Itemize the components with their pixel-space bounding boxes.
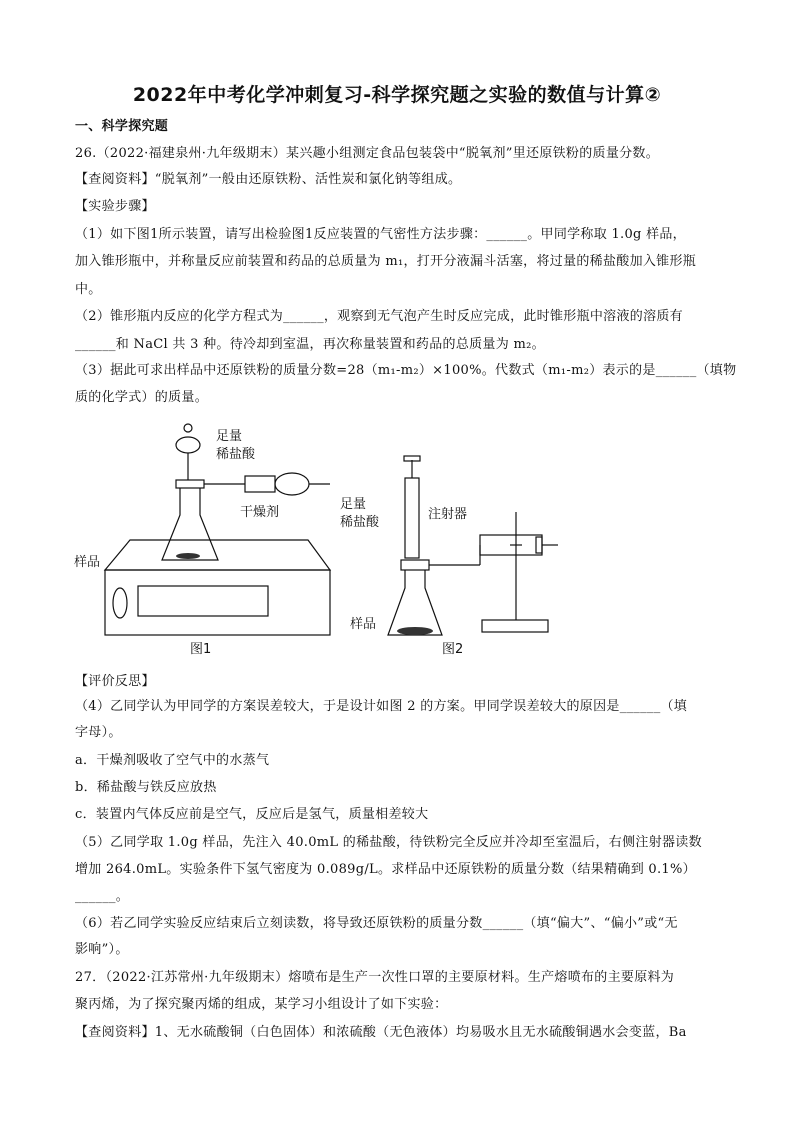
text-line: 【查阅资料】1、无水硫酸铜（白色固体）和浓硫酸（无色液体）均易吸水且无水硫酸铜遇水会变蓝，Ba bbox=[75, 1025, 687, 1040]
text-line: （2）锥形瓶内反应的化学方程式为______，观察到无气泡产生时反应完成，此时锥形瓶中溶液的溶质有 bbox=[75, 309, 683, 324]
text-line: 【评价反思】 bbox=[75, 674, 155, 689]
text-line: （6）若乙同学实验反应结束后立刻读数，将导致还原铁粉的质量分数______（填“偏大”、“偏小”或“无 bbox=[75, 916, 678, 931]
flask-2 bbox=[388, 570, 442, 635]
fig2-label: 稀盐酸 bbox=[340, 515, 380, 530]
balance-top bbox=[105, 540, 330, 570]
text-line: （1）如下图1所示装置，请写出检验图1反应装置的气密性方法步骤：______。甲同学称取 1.0g 样品， bbox=[75, 227, 686, 242]
apparatus-svg bbox=[70, 420, 570, 660]
text-line: 【实验步骤】 bbox=[75, 199, 155, 214]
text-line: 27．（2022·江苏常州·九年级期末）熔喷布是生产一次性口罩的主要原材料。生产熔喷布的主要原料为 bbox=[75, 970, 675, 985]
text-line: （5）乙同学取 1.0g 样品，先注入 40.0mL 的稀盐酸，待铁粉完全反应并冷却至室温后，右侧注射器读数 bbox=[75, 835, 702, 850]
section-heading: 一、科学探究题 bbox=[75, 119, 169, 134]
text-line: ______和 NaCl 共 3 种。待冷却到室温，再次称量装置和药品的总质量为 m₂。 bbox=[75, 337, 545, 352]
flask-1 bbox=[162, 488, 218, 560]
text-line: 【查阅资料】“脱氧剂”一般由还原铁粉、活性炭和氯化钠等组成。 bbox=[75, 172, 462, 187]
fig2-label: 样品 bbox=[350, 617, 377, 632]
fig1-label: 干燥剂 bbox=[240, 505, 280, 520]
fig2-label: 足量 bbox=[340, 497, 367, 512]
text-line: a．干燥剂吸收了空气中的水蒸气 bbox=[75, 753, 270, 768]
balance-body bbox=[105, 570, 330, 635]
apparatus-figure bbox=[70, 420, 570, 660]
text-line: （4）乙同学认为甲同学的方案误差较大，于是设计如图 2 的方案。甲同学误差较大的原因是______（填 bbox=[75, 699, 688, 714]
text-line: 字母）。 bbox=[75, 725, 122, 740]
text-line: （3）据此可求出样品中还原铁粉的质量分数=28（m₁-m₂）×100%。代数式（m₁-m₂）表示的是______（填物 bbox=[75, 363, 737, 378]
text-line: 26.（2022·福建泉州·九年级期末）某兴趣小组测定食品包装袋中“脱氧剂”里还原铁粉的质量分数。 bbox=[75, 146, 660, 161]
text-line: 增加 264.0mL。实验条件下氢气密度为 0.089g/L。求样品中还原铁粉的质量分数（结果精确到 0.1%） bbox=[75, 862, 696, 877]
fig2-caption: 图2 bbox=[442, 642, 464, 657]
text-line: ______。 bbox=[75, 889, 130, 904]
text-line: 质的化学式）的质量。 bbox=[75, 390, 209, 405]
fig1-label: 稀盐酸 bbox=[216, 447, 256, 462]
fig1-caption: 图1 bbox=[190, 642, 212, 657]
text-line: b．稀盐酸与铁反应放热 bbox=[75, 780, 217, 795]
balance-knob bbox=[113, 588, 127, 618]
balance-display bbox=[138, 586, 268, 616]
text-line: 影响”）。 bbox=[75, 942, 129, 957]
fig1-label: 样品 bbox=[74, 555, 101, 570]
text-line: c．装置内气体反应前是空气，反应后是氢气，质量相差较大 bbox=[75, 807, 429, 822]
syringe-vertical bbox=[405, 478, 419, 558]
text-line: 聚丙烯，为了探究聚丙烯的组成，某学习小组设计了如下实验： bbox=[75, 997, 448, 1012]
page-title: 2022年中考化学冲刺复习-科学探究题之实验的数值与计算② bbox=[132, 84, 662, 106]
fig1-label: 足量 bbox=[216, 429, 243, 444]
fig2-label: 注射器 bbox=[428, 507, 468, 522]
text-line: 中。 bbox=[75, 282, 102, 297]
text-line: 加入锥形瓶中，并称量反应前装置和药品的总质量为 m₁，打开分液漏斗活塞，将过量的稀盐酸加入锥形瓶 bbox=[75, 254, 697, 269]
